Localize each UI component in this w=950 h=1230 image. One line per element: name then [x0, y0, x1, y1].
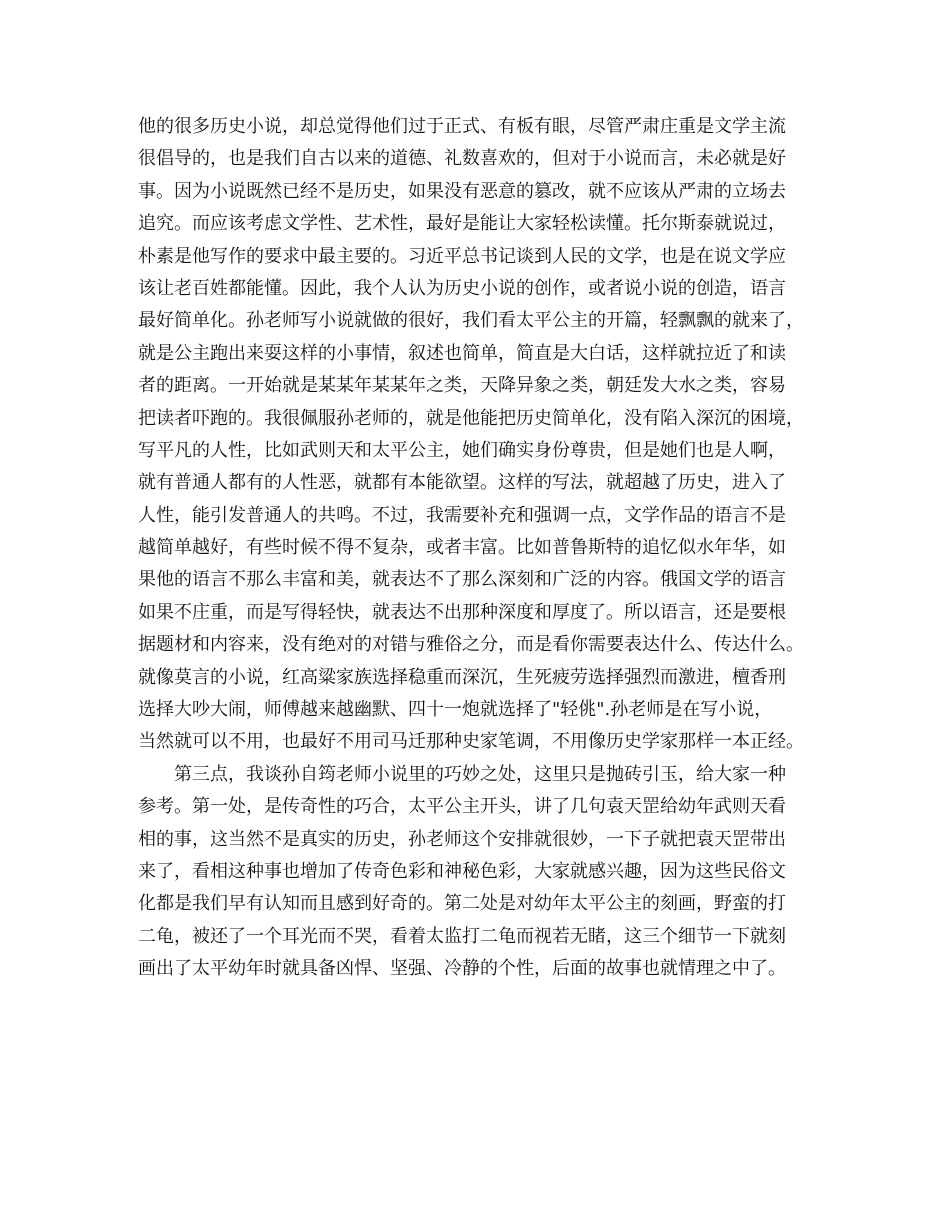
text-line: 人性，能引发普通人的共鸣。不过，我需要补充和强调一点，文学作品的语言不是 [138, 504, 786, 526]
text-line: 果他的语言不那么丰富和美，就表达不了那么深刻和广泛的内容。俄国文学的语言 [138, 569, 786, 591]
paragraph-start-line: 第三点，我谈孙自筠老师小说里的巧妙之处，这里只是抛砖引玉，给大家一种 [174, 763, 786, 785]
text-line: 就有普通人都有的人性恶，就都有本能欲望。这样的写法，就超越了历史，进入了 [138, 472, 786, 494]
text-line: 越简单越好，有些时候不得不复杂，或者丰富。比如普鲁斯特的追忆似水年华，如 [138, 537, 786, 559]
text-line: 他的很多历史小说，却总觉得他们过于正式、有板有眼，尽管严肃庄重是文学主流 [138, 116, 786, 137]
body-text [138, 111, 828, 986]
text-line: 如果不庄重，而是写得轻快，就表达不出那种深度和厚度了。所以语言，还是要根 [138, 601, 786, 623]
text-line: 当然就可以不用，也最好不用司马迁那种史家笔调，不用像历史学家那样一本正经。 [138, 731, 804, 753]
text-line: 来了，看相这种事也增加了传奇色彩和神秘色彩，大家就感兴趣，因为这些民俗文 [138, 860, 786, 882]
text-line: 写平凡的人性，比如武则天和太平公主，她们确实身份尊贵，但是她们也是人啊， [138, 439, 786, 461]
text-line: 相的事，这当然不是真实的历史，孙老师这个安排就很妙，一下子就把袁天罡带出 [138, 828, 786, 850]
text-line: 很倡导的，也是我们自古以来的道德、礼数喜欢的，但对于小说而言，未必就是好 [138, 148, 786, 170]
text-line: 据题材和内容来，没有绝对的对错与雅俗之分，而是看你需要表达什么、传达什么。 [138, 634, 804, 656]
text-line: 最好简单化。孙老师写小说就做的很好，我们看太平公主的开篇，轻飘飘的就来了， [138, 310, 804, 332]
text-line: 选择大吵大闹，师傅越来越幽默、四十一炮就选择了"轻佻".孙老师是在写小说， [138, 699, 773, 721]
text-line: 事。因为小说既然已经不是历史，如果没有恶意的篡改，就不应该从严肃的立场去 [138, 180, 786, 202]
text-line: 参考。第一处，是传奇性的巧合，太平公主开头，讲了几句袁天罡给幼年武则天看 [138, 796, 786, 818]
text-line: 朴素是他写作的要求中最主要的。习近平总书记谈到人民的文学，也是在说文学应 [138, 245, 786, 267]
text-line: 就像莫言的小说，红高粱家族选择稳重而深沉，生死疲劳选择强烈而激进，檀香刑 [138, 666, 786, 688]
text-line: 就是公主跑出来耍这样的小事情，叙述也简单，简直是大白话，这样就拉近了和读 [138, 342, 786, 364]
text-line: 该让老百姓都能懂。因此，我个人认为历史小说的创作，或者说小说的创造，语言 [138, 277, 786, 299]
text-line: 把读者吓跑的。我很佩服孙老师的，就是他能把历史简单化，没有陷入深沉的困境， [138, 407, 804, 429]
text-line: 画出了太平幼年时就具备凶悍、坚强、冷静的个性，后面的故事也就情理之中了。 [138, 958, 786, 980]
text-line: 化都是我们早有认知而且感到好奇的。第二处是对幼年太平公主的刻画，野蛮的打 [138, 893, 786, 915]
text-line: 二龟，被还了一个耳光而不哭，看着太监打二龟而视若无睹，这三个细节一下就刻 [138, 925, 786, 947]
text-line: 追究。而应该考虑文学性、艺术性，最好是能让大家轻松读懂。托尔斯泰就说过， [138, 213, 786, 235]
text-line: 者的距离。一开始就是某某年某某年之类，天降异象之类，朝廷发大水之类，容易 [138, 375, 786, 397]
